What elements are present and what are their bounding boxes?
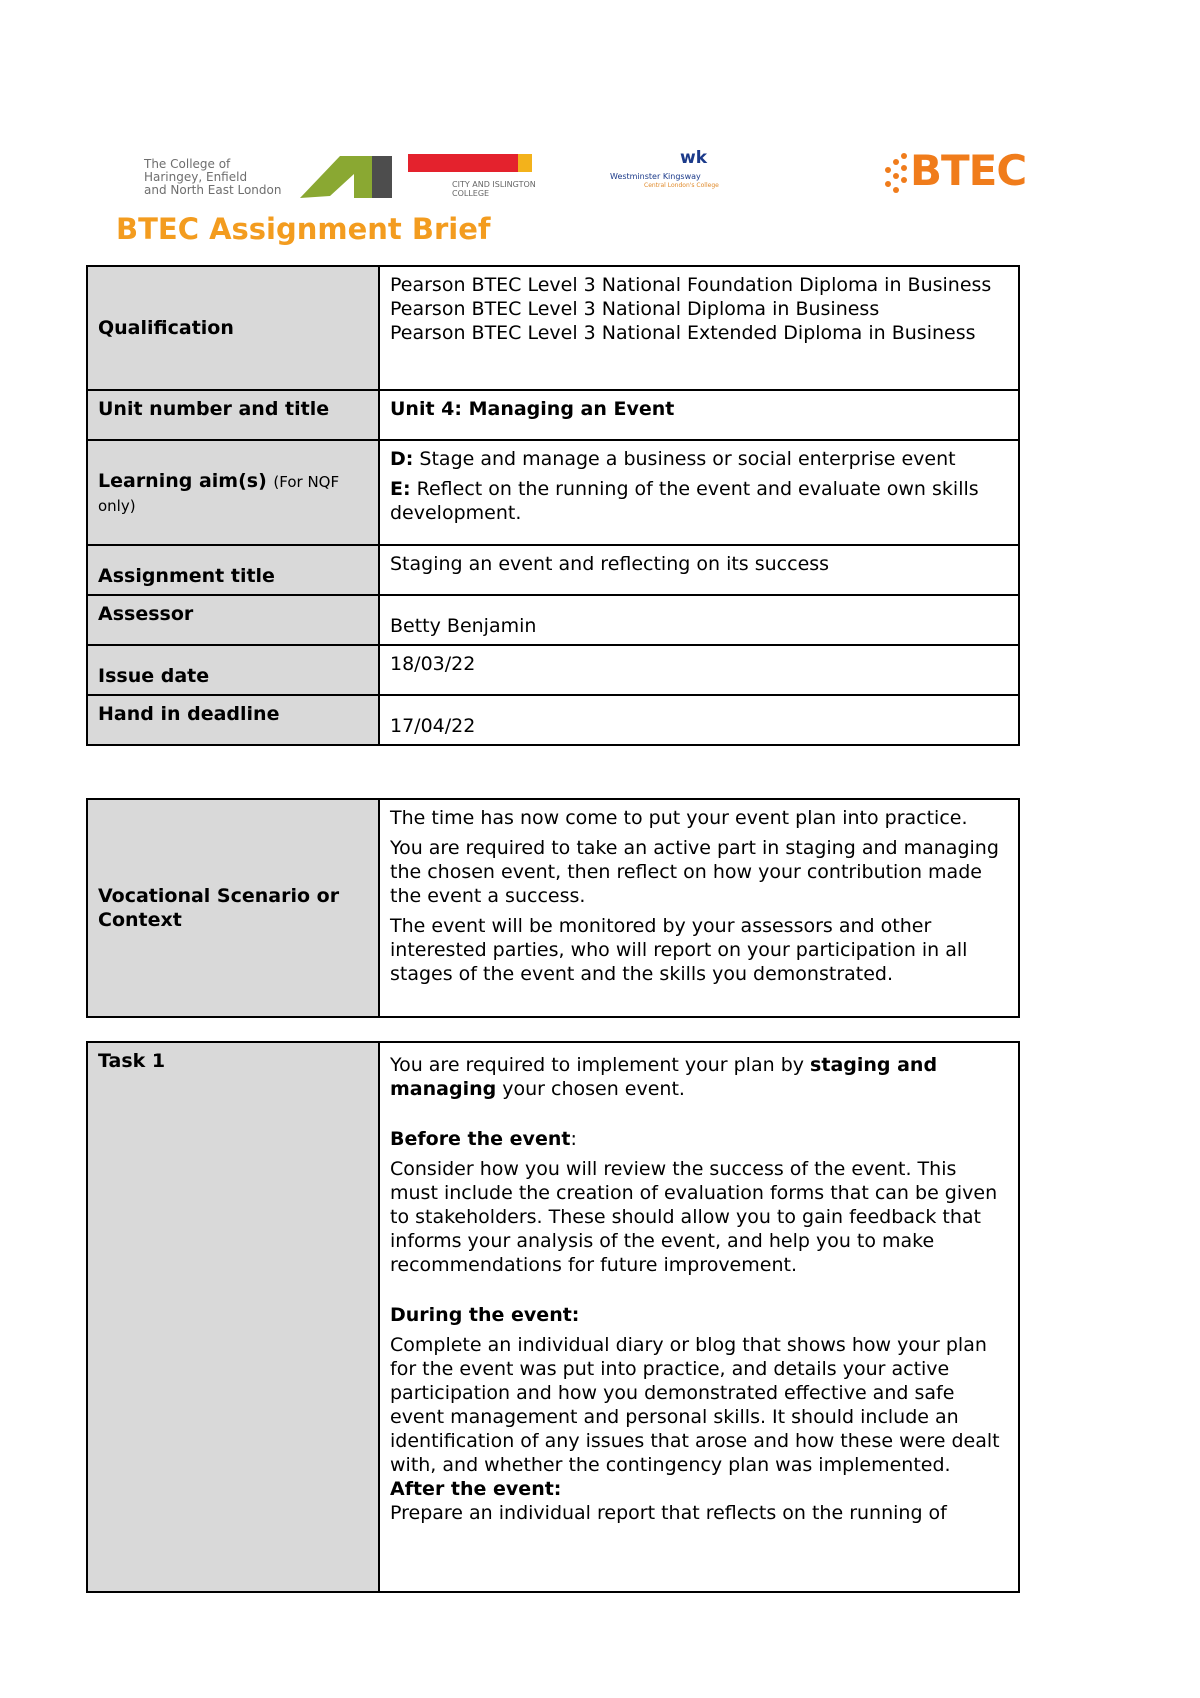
task1-intro-bold: staging and managing bbox=[390, 1054, 938, 1100]
issue-date-label: Issue date bbox=[87, 645, 379, 695]
city-islington-logo bbox=[408, 148, 618, 204]
qualification-line: Pearson BTEC Level 3 National Diploma in Business bbox=[390, 298, 880, 320]
qualification-label: Qualification bbox=[87, 266, 379, 390]
before-event-text: Consider how you will review the success of the event. This must include the creation of evaluation forms that can be given to stakeholders. These should allow you to gain feedback that informs your analysis of the event, and help you to make recommendations for future improvement. bbox=[390, 1158, 998, 1276]
city-logo-text: CITY AND ISLINGTON COLLEGE bbox=[452, 180, 536, 198]
scenario-row bbox=[87, 799, 1019, 1017]
after-event-text: Prepare an individual report that reflects on the running of bbox=[390, 1502, 947, 1524]
westminster-logo-text: Westminster Kingsway bbox=[610, 172, 701, 181]
assessor-value: Betty Benjamin bbox=[379, 595, 1019, 645]
aim-e bbox=[390, 477, 1008, 525]
scenario-text bbox=[379, 799, 1019, 1017]
city-logo-bar bbox=[408, 148, 618, 178]
btec-dots-icon bbox=[882, 150, 910, 200]
aim-e-text: Reflect on the running of the event and evaluate own skills development. bbox=[390, 478, 979, 524]
qualification-row bbox=[87, 266, 1019, 390]
learning-aims-row bbox=[87, 440, 1019, 545]
assignment-title-row bbox=[87, 545, 1019, 595]
task1-intro-end: your chosen event. bbox=[496, 1078, 685, 1100]
issue-date-row bbox=[87, 645, 1019, 695]
scenario-label: Vocational Scenario or Context bbox=[87, 799, 379, 1017]
qualification-line: Pearson BTEC Level 3 National Extended Diploma in Business bbox=[390, 322, 976, 344]
after-event-heading bbox=[390, 1477, 1008, 1501]
task1-content bbox=[379, 1042, 1019, 1592]
learning-aims-note: (For NQF only) bbox=[98, 472, 340, 515]
after-event-heading-text: After the event: bbox=[390, 1478, 562, 1500]
aim-d bbox=[390, 447, 1008, 471]
aim-d-prefix: D: bbox=[390, 448, 414, 470]
assignment-title-value: Staging an event and reflecting on its success bbox=[379, 545, 1019, 595]
logo-strip bbox=[140, 140, 1040, 210]
scenario-table bbox=[86, 798, 1020, 1018]
scenario-paragraph: You are required to take an active part in staging and managing the chosen event, then reflect on how your contribution made the event a success. bbox=[390, 837, 999, 907]
westminster-kingsway-logo bbox=[610, 148, 770, 198]
aim-e-prefix: E: bbox=[390, 478, 411, 500]
qualification-value bbox=[379, 266, 1019, 390]
college-logo-text: The College of Haringey, Enfield and North East London bbox=[144, 157, 282, 197]
task1-row bbox=[87, 1042, 1019, 1592]
learning-aims-label bbox=[87, 440, 379, 545]
unit-value: Unit 4: Managing an Event bbox=[379, 390, 1019, 440]
scenario-paragraph: The event will be monitored by your assessors and other interested parties, who will report on your participation in all stages of the event and the skills you demonstrated. bbox=[390, 915, 968, 985]
westminster-logo-subtext: Central London's College bbox=[644, 182, 719, 189]
task1-table bbox=[86, 1041, 1020, 1593]
during-event-heading bbox=[390, 1303, 1008, 1327]
learning-aims-value bbox=[379, 440, 1019, 545]
learning-aims-title: Learning aim(s) bbox=[98, 469, 267, 492]
wk-mark: wk bbox=[680, 148, 708, 168]
before-event-heading bbox=[390, 1127, 1008, 1151]
during-event-text: Complete an individual diary or blog that shows how your plan for the event was put into practice, and details your active participation and how you demonstrated effective and safe event management and personal skills. It should include an identification of any issues that arose and how these were dealt with, and whether the contingency plan was implemented. bbox=[390, 1334, 1000, 1476]
deadline-value: 17/04/22 bbox=[379, 695, 1019, 745]
college-logo-mark bbox=[140, 148, 400, 204]
during-event-heading-text: During the event: bbox=[390, 1304, 580, 1326]
task1-intro-text: You are required to implement your plan by bbox=[390, 1054, 811, 1076]
page-title: BTEC Assignment Brief bbox=[116, 212, 491, 246]
unit-row bbox=[87, 390, 1019, 440]
deadline-row bbox=[87, 695, 1019, 745]
college-logo bbox=[140, 148, 400, 204]
before-event-colon: : bbox=[570, 1128, 577, 1150]
btec-logo bbox=[882, 146, 1042, 202]
unit-label: Unit number and title bbox=[87, 390, 379, 440]
brief-details-table bbox=[86, 265, 1020, 746]
qualification-line: Pearson BTEC Level 3 National Foundation Diploma in Business bbox=[390, 274, 992, 296]
task1-label: Task 1 bbox=[87, 1042, 379, 1592]
aim-d-text: Stage and manage a business or social enterprise event bbox=[419, 448, 956, 470]
scenario-paragraph: The time has now come to put your event plan into practice. bbox=[390, 807, 968, 829]
deadline-label: Hand in deadline bbox=[87, 695, 379, 745]
task1-intro bbox=[390, 1053, 1008, 1101]
assessor-label: Assessor bbox=[87, 595, 379, 645]
btec-logo-text: BTEC bbox=[910, 146, 1027, 195]
before-event-heading-text: Before the event bbox=[390, 1128, 571, 1150]
assessor-row bbox=[87, 595, 1019, 645]
issue-date-value: 18/03/22 bbox=[379, 645, 1019, 695]
assignment-title-label: Assignment title bbox=[87, 545, 379, 595]
